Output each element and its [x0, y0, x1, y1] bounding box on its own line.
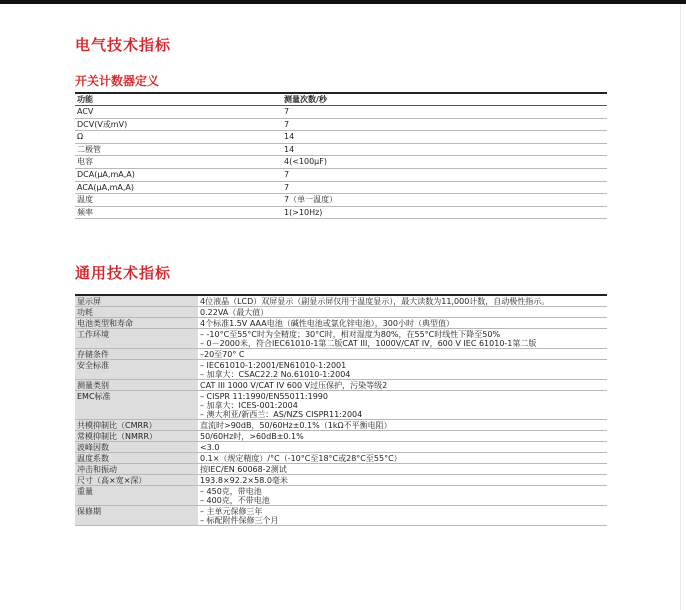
spec-value-line: – CISPR 11:1990/EN55011:1990 — [200, 392, 328, 401]
rate-cell: 14 — [282, 131, 607, 144]
function-cell: ACA(µA,mA,A) — [75, 181, 282, 194]
spec-value — [198, 329, 607, 349]
spec-value-line: CAT III 1000 V/CAT IV 600 V过压保护，污染等级2 — [200, 381, 388, 390]
spec-value-line: 0.1×（规定精度）/°C（-10°C至18°C或28°C至55°C） — [200, 454, 402, 463]
general-specs-title: 通用技术指标 — [75, 264, 172, 282]
spec-row — [75, 295, 607, 307]
counter-table-header — [75, 93, 607, 106]
function-cell: Ω — [75, 131, 282, 144]
spec-value-line: – 澳大利亚/新西兰：AS/NZS CISPR11:2004 — [200, 410, 363, 419]
spec-value — [198, 380, 607, 391]
rate-cell: 7 — [282, 118, 607, 131]
spec-value-line: – 加拿大：CSAC22.2 No.61010-1:2004 — [200, 370, 351, 379]
spec-label: 保修期 — [75, 506, 198, 526]
spec-value — [198, 506, 607, 526]
spec-value-line: 按IEC/EN 60068-2测试 — [200, 465, 287, 474]
spec-value — [198, 464, 607, 475]
spec-row — [75, 329, 607, 349]
function-cell: ACV — [75, 106, 282, 119]
spec-value-line: – 400克，不带电池 — [200, 496, 270, 505]
right-border — [680, 4, 681, 610]
spec-row — [75, 453, 607, 464]
spec-value — [198, 442, 607, 453]
spec-row — [75, 431, 607, 442]
table-row — [75, 118, 607, 131]
rate-cell: 7 — [282, 106, 607, 119]
spec-value-line: – 主单元保修三年 — [200, 507, 263, 516]
function-cell: 温度 — [75, 194, 282, 207]
table-row — [75, 181, 607, 194]
spec-value-line: – 450克，带电池 — [200, 487, 262, 496]
spec-label: 共模抑制比（CMRR） — [75, 420, 198, 431]
spec-row — [75, 318, 607, 329]
spec-label: 安全标准 — [75, 360, 198, 380]
spec-row — [75, 391, 607, 420]
rate-cell: 14 — [282, 143, 607, 156]
rate-cell: 4(<100µF) — [282, 156, 607, 169]
spec-row — [75, 349, 607, 360]
table-row — [75, 169, 607, 182]
spec-value-line: – -10°C至55°C时为全精度；30°C时，相对湿度为80%，在55°C时线性下降至50% — [200, 330, 501, 339]
spec-value-line: 4位液晶（LCD）双屏显示（副显示屏仅用于温度显示），最大读数为11,000计数，自动极性指示。 — [200, 297, 550, 306]
function-cell: DCA(µA,mA,A) — [75, 169, 282, 182]
spec-label: 测量类别 — [75, 380, 198, 391]
table-row — [75, 143, 607, 156]
table-row — [75, 194, 607, 207]
spec-value — [198, 349, 607, 360]
spec-value — [198, 307, 607, 318]
spec-label: 冲击和振动 — [75, 464, 198, 475]
spec-value-line: 直流时>90dB，50/60Hz±0.1%（1kΩ不平衡电阻） — [200, 421, 392, 430]
spec-label: 功耗 — [75, 307, 198, 318]
spec-label: 显示屏 — [75, 295, 198, 307]
header-measurements-per-sec: 测量次数/秒 — [282, 93, 607, 106]
spec-row — [75, 420, 607, 431]
spec-row — [75, 360, 607, 380]
spec-row — [75, 380, 607, 391]
spec-value — [198, 420, 607, 431]
spec-label: 重量 — [75, 486, 198, 506]
spec-label: 工作环境 — [75, 329, 198, 349]
spec-value — [198, 391, 607, 420]
counter-table — [75, 92, 607, 219]
rate-cell: 7 — [282, 169, 607, 182]
spec-value — [198, 486, 607, 506]
spec-value-line: <3.0 — [200, 443, 220, 452]
spec-row — [75, 464, 607, 475]
general-specs-table — [75, 294, 607, 526]
spec-label: 尺寸（高×宽×深） — [75, 475, 198, 486]
function-cell: 二极管 — [75, 143, 282, 156]
spec-value-line: – IEC61010-1:2001/EN61010-1:2001 — [200, 361, 347, 370]
spec-value-line: – 0－2000米，符合IEC61010-1第二版CAT III，1000V/CAT IV，600 V IEC 61010-1第二版 — [200, 339, 537, 348]
header-function: 功能 — [75, 93, 282, 106]
rate-cell: 1(>10Hz) — [282, 206, 607, 219]
spec-row — [75, 506, 607, 526]
spec-value — [198, 431, 607, 442]
function-cell: 频率 — [75, 206, 282, 219]
spec-value-line: 50/60Hz时，>60dB±0.1% — [200, 432, 304, 441]
spec-row — [75, 442, 607, 453]
spec-value-line: –20至70° C — [200, 350, 245, 359]
function-cell: DCV(V或mV) — [75, 118, 282, 131]
spec-row — [75, 475, 607, 486]
spec-row — [75, 486, 607, 506]
function-cell: 电容 — [75, 156, 282, 169]
spec-value — [198, 475, 607, 486]
spec-label: EMC标准 — [75, 391, 198, 420]
spec-label: 存储条件 — [75, 349, 198, 360]
top-border — [0, 0, 686, 4]
counter-definition-subtitle: 开关计数器定义 — [75, 74, 160, 88]
spec-value-line: 0.22VA（最大值） — [200, 308, 269, 317]
spec-label: 电池类型和寿命 — [75, 318, 198, 329]
spec-value-line: – 标配附件保修三个月 — [200, 516, 279, 525]
spec-value — [198, 295, 607, 307]
spec-label: 波峰因数 — [75, 442, 198, 453]
spec-row — [75, 307, 607, 318]
table-row — [75, 106, 607, 119]
electrical-specs-title: 电气技术指标 — [75, 36, 172, 54]
table-row — [75, 131, 607, 144]
table-row — [75, 206, 607, 219]
spec-value — [198, 453, 607, 464]
spec-value-line: 4个标准1.5V AAA电池（碱性电池或氯化锌电池），300小时（典型值） — [200, 319, 454, 328]
spec-value-line: 193.8×92.2×58.0毫米 — [200, 476, 288, 485]
spec-value — [198, 318, 607, 329]
spec-label: 温度系数 — [75, 453, 198, 464]
table-row — [75, 156, 607, 169]
spec-label: 常模抑制比（NMRR） — [75, 431, 198, 442]
rate-cell: 7 — [282, 181, 607, 194]
spec-value — [198, 360, 607, 380]
rate-cell: 7（单一温度） — [282, 194, 607, 207]
spec-value-line: – 加拿大：ICES-001:2004 — [200, 401, 298, 410]
